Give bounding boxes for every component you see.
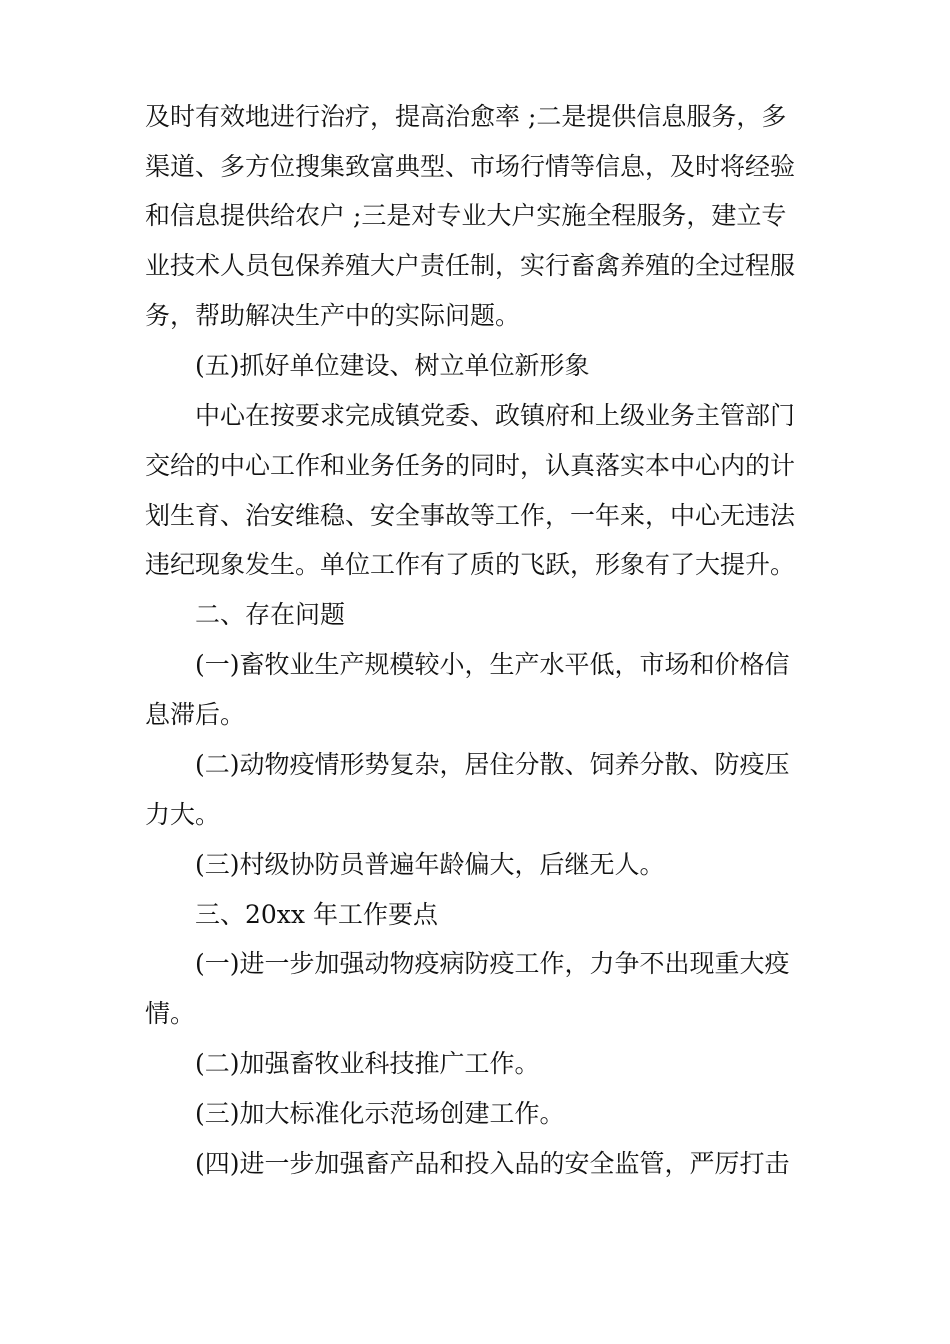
text-line: (一)进一步加强动物疫病防疫工作，力争不出现重大疫 (195, 949, 790, 978)
text-line: 和信息提供给农户 ;三是对专业大户实施全程服务，建立专 (145, 201, 787, 230)
text-line: 交给的中心工作和业务任务的同时，认真落实本中心内的计 (145, 451, 796, 480)
text-line: (四)进一步加强畜产品和投入品的安全监管，严厉打击 (195, 1149, 790, 1178)
text-line: (三)加大标准化示范场创建工作。 (195, 1099, 565, 1128)
section-heading: (五)抓好单位建设、树立单位新形象 (195, 351, 590, 380)
text-line: 渠道、多方位搜集致富典型、市场行情等信息，及时将经验 (145, 152, 796, 181)
text-line: 及时有效地进行治疗，提高治愈率 ;二是提供信息服务，多 (145, 102, 787, 131)
text-line: 业技术人员包保养殖大户责任制，实行畜禽养殖的全过程服 (145, 251, 796, 280)
text-line: (二)动物疫情形势复杂，居住分散、饲养分散、防疫压 (195, 750, 790, 779)
text-line: 中心在按要求完成镇党委、政镇府和上级业务主管部门 (195, 401, 796, 430)
text-line: (一)畜牧业生产规模较小，生产水平低，市场和价格信 (195, 650, 790, 679)
text-line: 划生育、治安维稳、安全事故等工作，一年来，中心无违法 (145, 501, 796, 530)
text-line: 息滞后。 (145, 700, 246, 729)
text-line: 力大。 (145, 800, 221, 829)
text-line: 违纪现象发生。单位工作有了质的飞跃，形象有了大提升。 (145, 550, 796, 579)
section-heading: 二、存在问题 (195, 600, 346, 629)
text-line: (三)村级协防员普遍年龄偏大，后继无人。 (195, 850, 665, 879)
section-heading: 三、20xx 年工作要点 (195, 900, 438, 929)
text-line: (二)加强畜牧业科技推广工作。 (195, 1049, 540, 1078)
text-line: 情。 (145, 999, 196, 1028)
text-line: 务，帮助解决生产中的实际问题。 (145, 301, 521, 330)
